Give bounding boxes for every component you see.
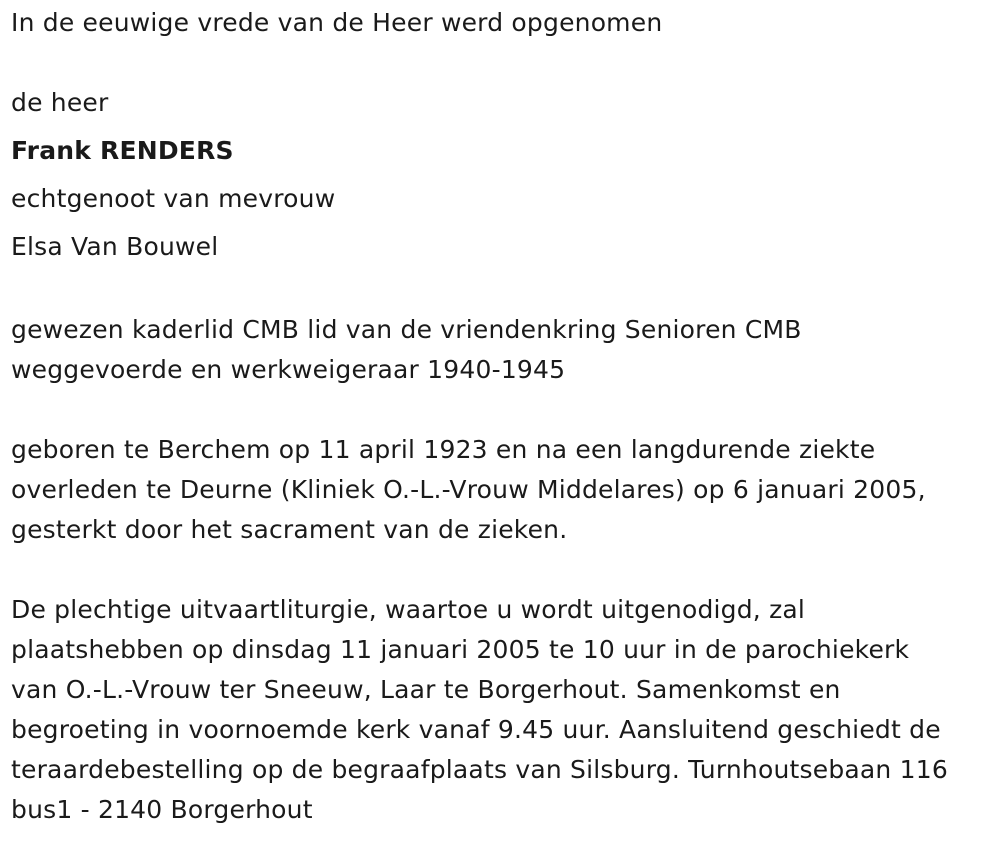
- birth-death-line: overleden te Deurne (Kliniek O.-L.-Vrouw Middelares) op 6 januari 2005,: [11, 475, 926, 504]
- funeral-line: plaatshebben op dinsdag 11 januari 2005 te 10 uur in de parochiekerk: [11, 635, 910, 664]
- spouse-label: echtgenoot van mevrouw: [11, 184, 336, 213]
- funeral-line: van O.-L.-Vrouw ter Sneeuw, Laar te Borgerhout. Samenkomst en: [11, 675, 841, 704]
- birth-death-line: geboren te Berchem op 11 april 1923 en na een langdurende ziekte: [11, 435, 876, 464]
- funeral-line: De plechtige uitvaartliturgie, waartoe u wordt uitgenodigd, zal: [11, 595, 806, 624]
- affiliations-paragraph: [11, 310, 802, 390]
- affiliation-line: weggevoerde en werkweigeraar 1940-1945: [11, 355, 566, 384]
- deceased-name: Frank RENDERS: [11, 136, 234, 165]
- birth-death-paragraph: [11, 430, 926, 550]
- funeral-line: begroeting in voornoemde kerk vanaf 9.45 uur. Aansluitend geschiedt de: [11, 715, 941, 744]
- intro-text: In de eeuwige vrede van de Heer werd opgenomen: [11, 8, 663, 37]
- affiliation-line: gewezen kaderlid CMB lid van de vriendenkring Senioren CMB: [11, 315, 802, 344]
- spouse-name: Elsa Van Bouwel: [11, 232, 219, 261]
- funeral-line: teraardebestelling op de begraafplaats van Silsburg. Turnhoutsebaan 116: [11, 755, 948, 784]
- funeral-line: bus1 - 2140 Borgerhout: [11, 795, 313, 824]
- birth-death-line: gesterkt door het sacrament van de zieken.: [11, 515, 568, 544]
- honorific: de heer: [11, 88, 109, 117]
- funeral-paragraph: [11, 590, 948, 830]
